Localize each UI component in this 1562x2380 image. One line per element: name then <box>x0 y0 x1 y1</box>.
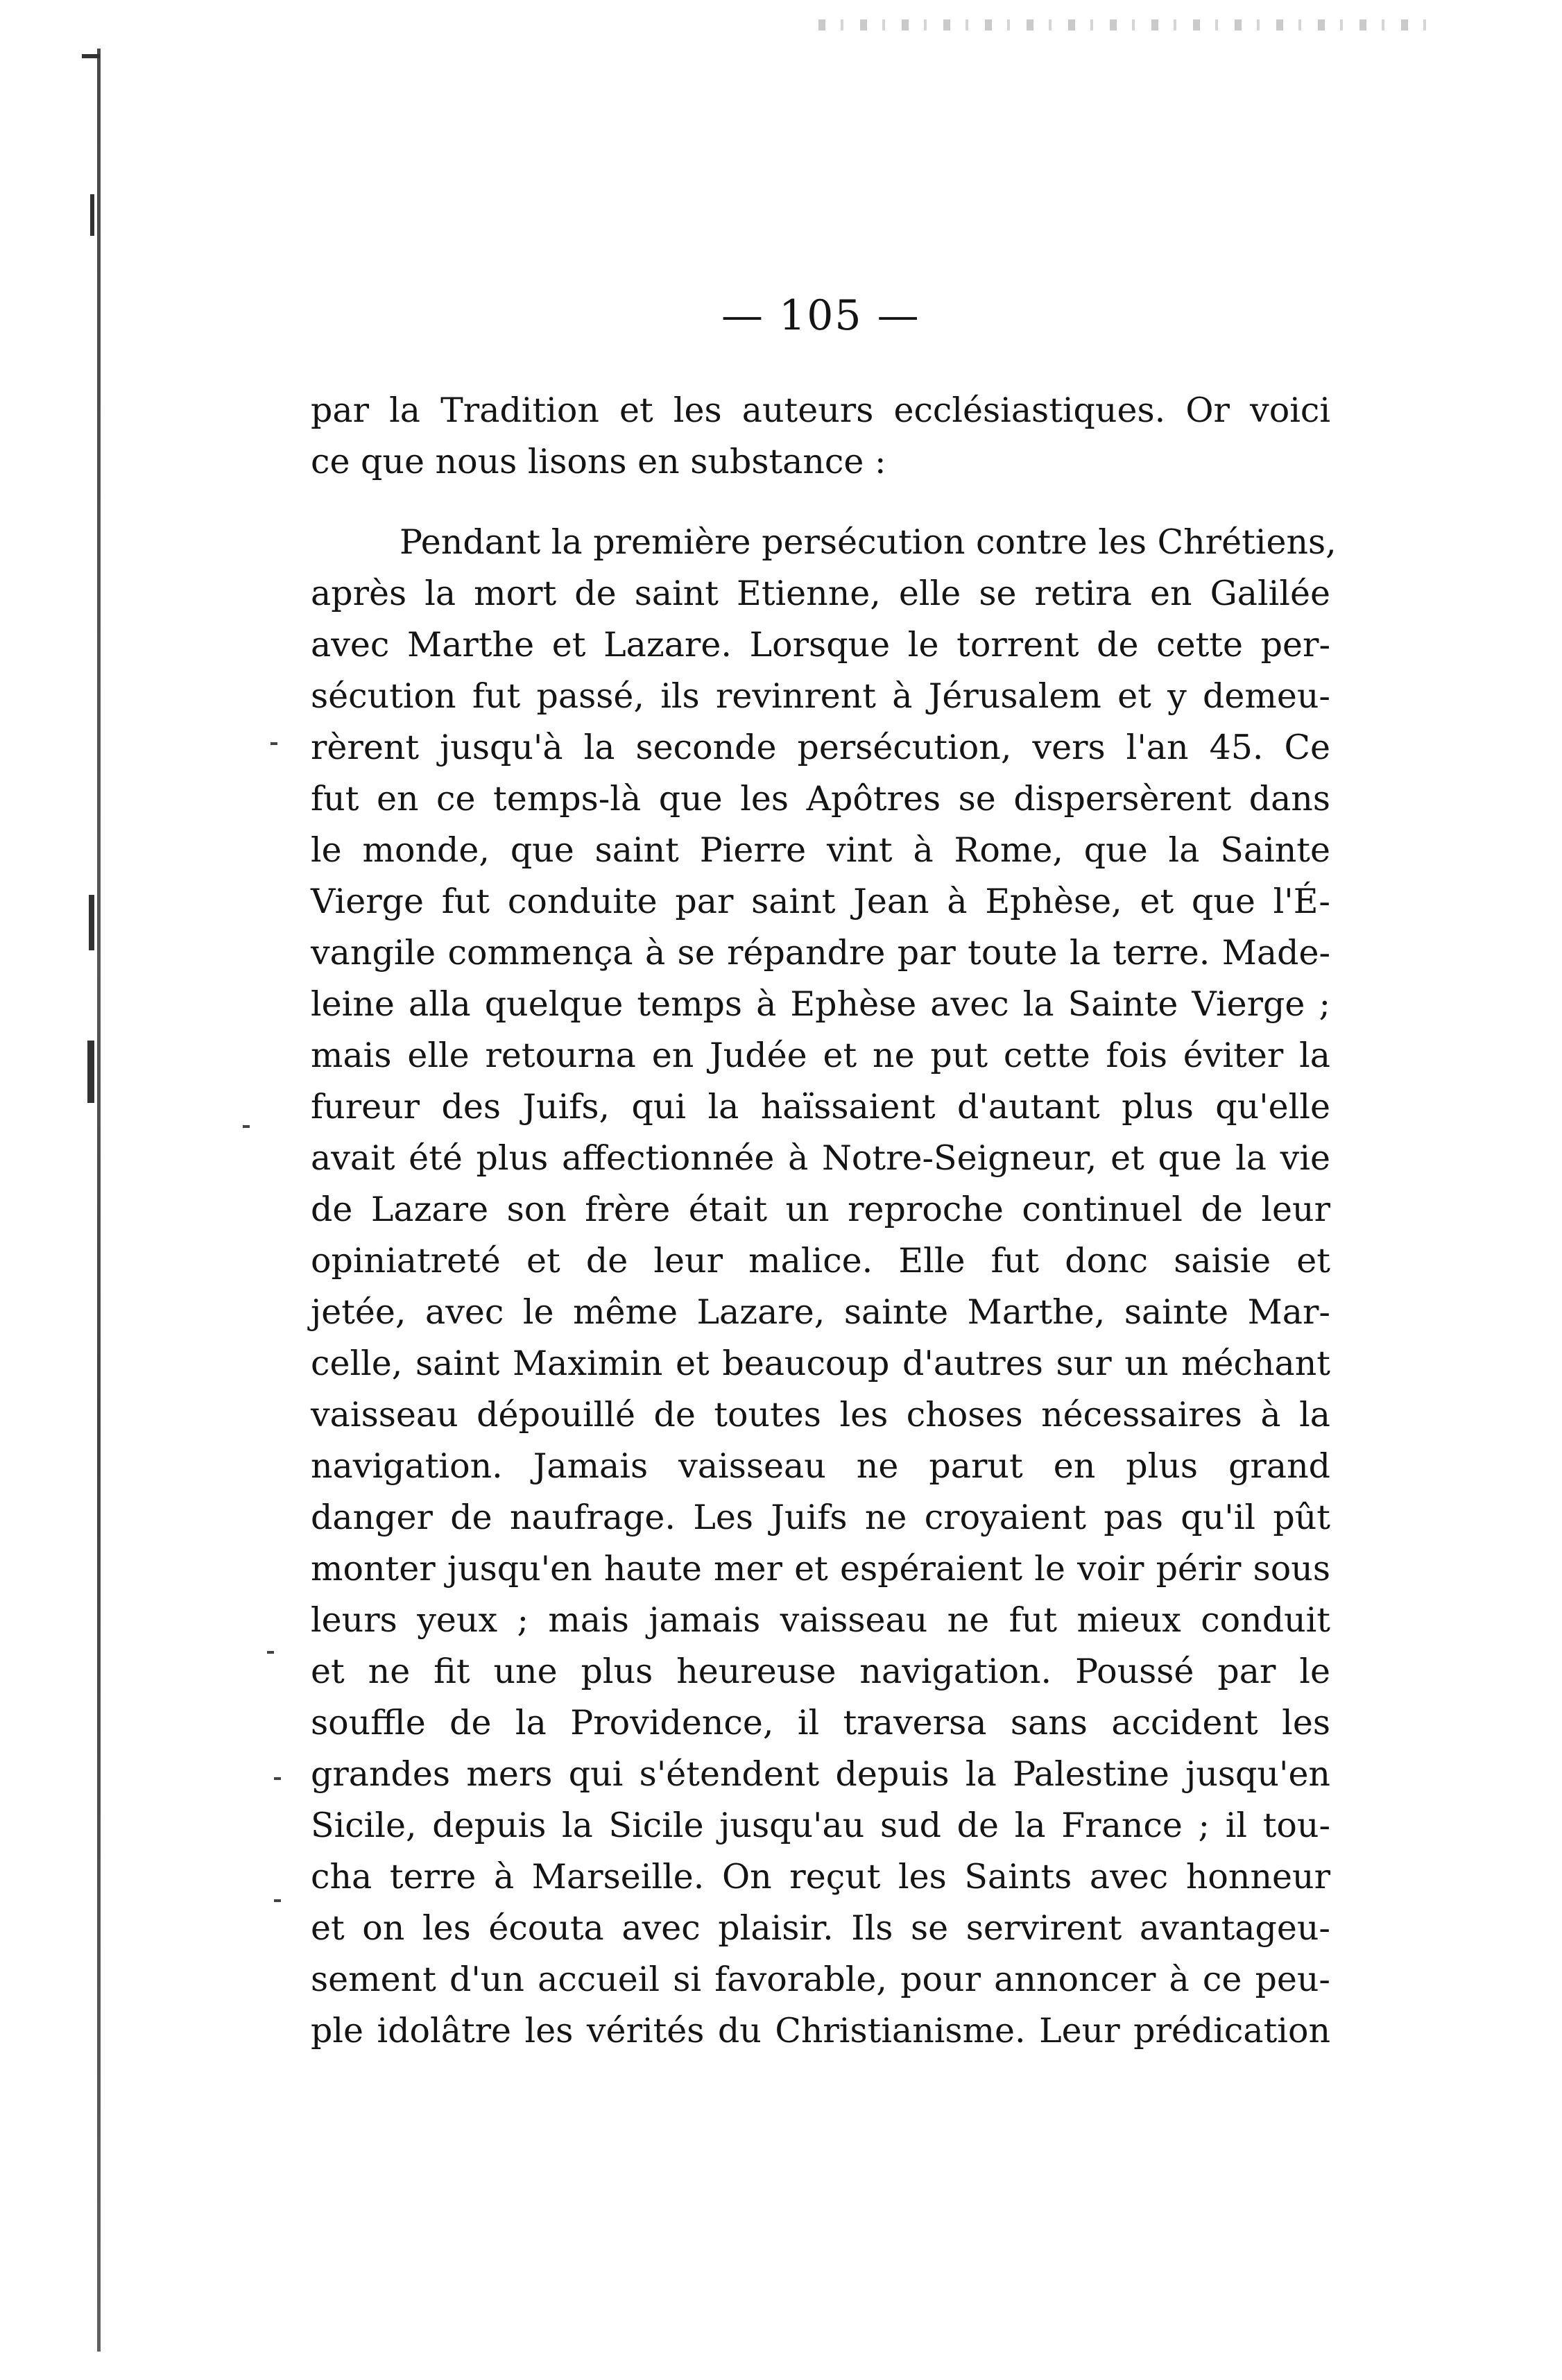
text-line: Pendant la première persécution contre les Chrétiens, <box>400 522 1337 562</box>
text-line: par la Tradition et les auteurs ecclésiastiques. Or voici <box>311 391 1330 430</box>
text-line: fut en ce temps-là que les Apôtres se dispersèrent dans <box>311 779 1330 819</box>
text-line: Vierge fut conduite par saint Jean à Ephèse, et que l'É- <box>311 882 1330 921</box>
gutter-shadow <box>97 49 101 2352</box>
text-line: celle, saint Maximin et beaucoup d'autres sur un méchant <box>311 1344 1330 1383</box>
paragraph-2 <box>311 517 1337 2057</box>
gutter-mark <box>89 895 94 950</box>
margin-mark <box>271 742 277 745</box>
text-line: leurs yeux ; mais jamais vaisseau ne fut mieux conduit <box>311 1600 1330 1640</box>
scan-noise <box>818 19 1443 31</box>
gutter-mark <box>90 194 94 236</box>
text-line: fureur des Juifs, qui la haïssaient d'autant plus qu'elle <box>311 1087 1330 1127</box>
text-line: sement d'un accueil si favorable, pour annoncer à ce peu- <box>311 1960 1330 1999</box>
text-line: navigation. Jamais vaisseau ne parut en plus grand <box>311 1446 1330 1486</box>
text-line: danger de naufrage. Les Juifs ne croyaient pas qu'il pût <box>311 1498 1330 1537</box>
gutter-mark <box>82 54 100 58</box>
text-line: leine alla quelque temps à Ephèse avec la Sainte Vierge ; <box>311 984 1330 1024</box>
text-line: et on les écouta avec plaisir. Ils se servirent avantageu- <box>311 1908 1330 1948</box>
text-line: jetée, avec le même Lazare, sainte Marthe, sainte Mar- <box>311 1292 1330 1332</box>
text-line: vangile commença à se répandre par toute la terre. Made- <box>311 933 1330 973</box>
text-line: le monde, que saint Pierre vint à Rome, que la Sainte <box>311 830 1330 870</box>
page-number: — 105 — <box>721 291 920 340</box>
text-line: sécution fut passé, ils revinrent à Jérusalem et y demeu- <box>311 676 1330 716</box>
body-text <box>311 385 1337 2057</box>
text-line: de Lazare son frère était un reproche continuel de leur <box>311 1190 1330 1229</box>
margin-mark <box>274 1777 281 1780</box>
text-line: grandes mers qui s'étendent depuis la Palestine jusqu'en <box>311 1754 1330 1794</box>
text-line: ce que nous lisons en substance : <box>311 442 886 481</box>
text-line: ple idolâtre les vérités du Christianisme. Leur prédication <box>311 2011 1330 2051</box>
text-line: Sicile, depuis la Sicile jusqu'au sud de la France ; il tou- <box>311 1806 1330 1845</box>
text-line: opiniatreté et de leur malice. Elle fut donc saisie et <box>311 1241 1330 1281</box>
gutter-mark <box>87 1041 94 1103</box>
text-line: rèrent jusqu'à la seconde persécution, vers l'an 45. Ce <box>311 728 1330 767</box>
text-line: vaisseau dépouillé de toutes les choses nécessaires à la <box>311 1395 1330 1435</box>
margin-mark <box>267 1651 274 1654</box>
text-line: souffle de la Providence, il traversa sans accident les <box>311 1703 1330 1743</box>
text-line: monter jusqu'en haute mer et espéraient le voir périr sous <box>311 1549 1330 1589</box>
text-line: avec Marthe et Lazare. Lorsque le torrent de cette per- <box>311 625 1330 665</box>
text-line: cha terre à Marseille. On reçut les Saints avec honneur <box>311 1857 1330 1897</box>
margin-mark <box>243 1125 250 1128</box>
text-line: après la mort de saint Etienne, elle se retira en Galilée <box>311 574 1330 613</box>
text-line: et ne fit une plus heureuse navigation. Poussé par le <box>311 1652 1330 1691</box>
margin-mark <box>274 1899 281 1902</box>
paragraph-1 <box>311 385 1330 488</box>
text-line: mais elle retourna en Judée et ne put cette fois éviter la <box>311 1036 1330 1075</box>
text-line: avait été plus affectionnée à Notre-Seigneur, et que la vie <box>311 1138 1330 1178</box>
